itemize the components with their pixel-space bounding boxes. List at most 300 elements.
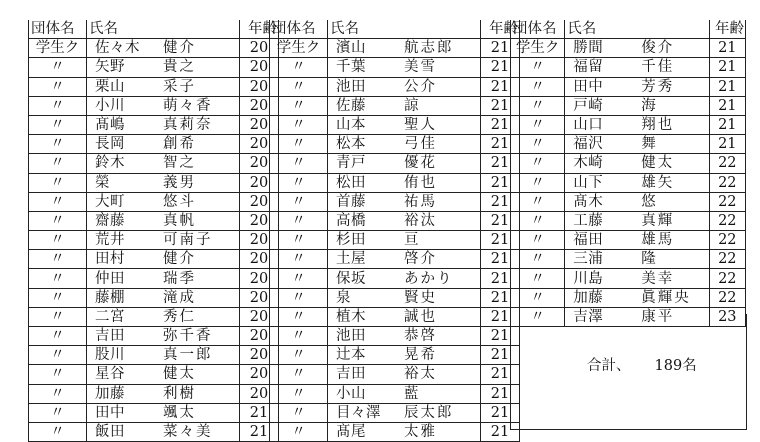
surname: 目々澤	[336, 404, 381, 421]
age-cell: 20	[240, 346, 279, 365]
age-cell: 20	[240, 327, 279, 346]
table-row	[270, 39, 520, 58]
name-cell	[87, 115, 240, 134]
surname: 佐々木	[95, 40, 140, 57]
surname: 池田	[336, 328, 366, 345]
name-cell	[328, 96, 481, 115]
group-cell: 〃	[29, 96, 87, 115]
surname: 首藤	[336, 193, 366, 210]
group-cell: 〃	[29, 231, 87, 250]
surname: 吉田	[336, 366, 366, 383]
header-age: 年齢	[240, 20, 279, 39]
age-cell: 20	[240, 115, 279, 134]
group-cell: 〃	[29, 211, 87, 230]
given-name: 翔也	[641, 117, 675, 134]
given-name: 隆	[641, 251, 658, 268]
group-cell: 学生ク	[511, 39, 565, 58]
surname: 山口	[573, 117, 604, 134]
surname: 辻本	[336, 347, 366, 364]
table-row	[270, 422, 520, 441]
given-name: 芳秀	[641, 78, 675, 95]
total-box	[510, 314, 747, 430]
age-cell: 22	[709, 250, 745, 269]
age-cell: 21	[240, 422, 279, 441]
table-row	[29, 307, 279, 326]
table-row	[270, 96, 520, 115]
surname: 池田	[336, 78, 366, 95]
table-row	[29, 269, 279, 288]
table-row	[29, 211, 279, 230]
given-name: 弥千香	[163, 328, 213, 345]
surname: 荒井	[95, 232, 125, 249]
age-cell: 20	[240, 77, 279, 96]
given-name: 真帆	[163, 212, 196, 229]
name-cell	[565, 192, 709, 211]
given-name: あかり	[404, 270, 454, 287]
age-cell: 20	[240, 269, 279, 288]
surname: 長岡	[95, 136, 125, 153]
given-name: 弓佳	[404, 136, 437, 153]
given-name: 雄矢	[641, 174, 675, 191]
group-cell: 〃	[511, 58, 565, 77]
given-name: 貴之	[163, 59, 196, 76]
table-row	[29, 403, 279, 422]
group-cell: 〃	[270, 327, 328, 346]
group-cell: 〃	[29, 365, 87, 384]
table-row	[270, 154, 520, 173]
name-cell	[328, 365, 481, 384]
given-name: 賢史	[404, 289, 437, 306]
surname: 千葉	[336, 59, 366, 76]
surname: 星谷	[95, 366, 125, 383]
group-cell: 〃	[29, 346, 87, 365]
group-cell: 学生ク	[29, 39, 87, 58]
name-cell	[87, 39, 240, 58]
group-cell: 〃	[511, 135, 565, 154]
age-cell: 22	[709, 154, 745, 173]
given-name: 健太	[163, 366, 196, 383]
total-count: 189名	[654, 358, 697, 374]
name-cell	[328, 327, 481, 346]
surname: 植木	[336, 308, 366, 325]
table-row	[270, 115, 520, 134]
group-cell: 〃	[511, 288, 565, 307]
name-cell	[87, 154, 240, 173]
surname: 栗山	[95, 78, 125, 95]
roster-sheet	[28, 20, 746, 441]
age-cell: 21	[481, 250, 520, 269]
age-cell: 20	[240, 135, 279, 154]
age-cell: 22	[709, 288, 745, 307]
table-row	[270, 173, 520, 192]
surname: 土屋	[336, 251, 366, 268]
group-cell: 〃	[270, 58, 328, 77]
group-cell: 〃	[511, 307, 565, 326]
table-row	[29, 115, 279, 134]
given-name: 啓介	[404, 251, 437, 268]
name-cell	[565, 211, 709, 230]
age-cell: 21	[481, 173, 520, 192]
name-cell	[565, 96, 709, 115]
name-cell	[328, 173, 481, 192]
surname: 田村	[95, 251, 125, 268]
given-name: 悠斗	[163, 193, 196, 210]
given-name: 太雅	[404, 424, 437, 441]
table-row	[511, 250, 746, 269]
group-cell: 〃	[511, 250, 565, 269]
given-name: 悠	[641, 193, 658, 210]
group-cell: 〃	[29, 173, 87, 192]
table-row	[270, 288, 520, 307]
table-row	[270, 403, 520, 422]
name-cell	[328, 58, 481, 77]
name-cell	[328, 135, 481, 154]
name-cell	[565, 115, 709, 134]
table-row	[270, 269, 520, 288]
group-cell: 〃	[29, 403, 87, 422]
age-cell: 22	[709, 211, 745, 230]
age-cell: 20	[240, 58, 279, 77]
surname: 小川	[95, 97, 125, 114]
roster-column-3	[510, 20, 746, 327]
surname: 佐藤	[336, 97, 366, 114]
table-row	[270, 135, 520, 154]
given-name: 裕汰	[404, 212, 437, 229]
given-name: 真莉奈	[163, 117, 213, 134]
given-name: 諒	[404, 97, 421, 114]
table-row	[511, 154, 746, 173]
age-cell: 21	[481, 384, 520, 403]
name-cell	[565, 250, 709, 269]
table-row	[29, 154, 279, 173]
age-cell: 20	[240, 231, 279, 250]
group-cell: 〃	[29, 154, 87, 173]
surname: 木崎	[573, 155, 604, 172]
surname: 三浦	[573, 251, 604, 268]
name-cell	[565, 231, 709, 250]
header-row	[29, 20, 279, 39]
name-cell	[328, 115, 481, 134]
name-cell	[87, 346, 240, 365]
age-cell: 21	[481, 422, 520, 441]
age-cell: 21	[481, 269, 520, 288]
table-row	[270, 250, 520, 269]
surname: 髙嶋	[95, 117, 125, 134]
age-cell: 20	[240, 154, 279, 173]
header-group: 団体名	[29, 20, 87, 39]
age-cell: 21	[481, 211, 520, 230]
name-cell	[565, 39, 709, 58]
name-cell	[87, 58, 240, 77]
table-row	[511, 39, 746, 58]
surname: 泉	[336, 289, 351, 306]
table-row	[511, 58, 746, 77]
group-cell: 〃	[29, 269, 87, 288]
given-name: 真一郎	[163, 347, 213, 364]
name-cell	[328, 422, 481, 441]
header-group: 団体名	[270, 20, 328, 39]
table-row	[511, 115, 746, 134]
surname: 仲田	[95, 270, 125, 287]
group-cell: 〃	[511, 231, 565, 250]
age-cell: 21	[481, 154, 520, 173]
table-row	[29, 96, 279, 115]
given-name: 舞	[641, 136, 658, 153]
name-cell	[87, 231, 240, 250]
group-cell: 〃	[270, 154, 328, 173]
name-cell	[328, 346, 481, 365]
group-cell: 〃	[270, 346, 328, 365]
age-cell: 20	[240, 250, 279, 269]
table-row	[511, 288, 746, 307]
age-cell: 20	[240, 211, 279, 230]
surname: 山下	[573, 174, 604, 191]
name-cell	[87, 307, 240, 326]
table-row	[29, 327, 279, 346]
table-row	[511, 96, 746, 115]
age-cell: 21	[481, 96, 520, 115]
name-cell	[328, 192, 481, 211]
name-cell	[328, 154, 481, 173]
table-row	[511, 192, 746, 211]
table-row	[511, 77, 746, 96]
roster-column-2	[269, 20, 520, 442]
given-name: 菜々美	[163, 424, 213, 441]
given-name: 真輝	[641, 212, 675, 229]
name-cell	[328, 231, 481, 250]
given-name: 滝成	[163, 289, 196, 306]
header-row	[270, 20, 520, 39]
surname: 戸崎	[573, 97, 604, 114]
age-cell: 21	[709, 77, 745, 96]
name-cell	[87, 250, 240, 269]
surname: 杉田	[336, 232, 366, 249]
given-name: 航志郎	[404, 40, 454, 57]
name-cell	[87, 422, 240, 441]
name-cell	[565, 58, 709, 77]
given-name: 祐馬	[404, 193, 437, 210]
given-name: 千佳	[641, 59, 675, 76]
age-cell: 21	[481, 192, 520, 211]
surname: 加藤	[573, 289, 604, 306]
table-row	[29, 365, 279, 384]
surname: 二宮	[95, 308, 125, 325]
table-row	[270, 77, 520, 96]
group-cell: 〃	[270, 96, 328, 115]
given-name: 健介	[163, 40, 196, 57]
header-row	[511, 20, 746, 39]
group-cell: 〃	[270, 250, 328, 269]
surname: 川島	[573, 270, 604, 287]
name-cell	[87, 96, 240, 115]
header-name: 氏名	[565, 20, 709, 39]
group-cell: 〃	[29, 192, 87, 211]
name-cell	[87, 77, 240, 96]
group-cell: 〃	[511, 77, 565, 96]
surname: 加藤	[95, 385, 125, 402]
given-name: 萌々香	[163, 97, 213, 114]
age-cell: 21	[481, 365, 520, 384]
given-name: 采子	[163, 78, 196, 95]
group-cell: 〃	[270, 192, 328, 211]
age-cell: 21	[481, 231, 520, 250]
age-cell: 23	[709, 307, 745, 326]
given-name: 義男	[163, 174, 196, 191]
surname: 濱山	[336, 40, 366, 57]
given-name: 優花	[404, 155, 437, 172]
name-cell	[87, 327, 240, 346]
group-cell: 〃	[270, 307, 328, 326]
roster-column-1	[28, 20, 279, 442]
age-cell: 21	[481, 346, 520, 365]
surname: 矢野	[95, 59, 125, 76]
table-row	[29, 173, 279, 192]
group-cell: 〃	[511, 115, 565, 134]
group-cell: 〃	[270, 269, 328, 288]
given-name: 雄馬	[641, 232, 675, 249]
table-row	[29, 77, 279, 96]
table-row	[511, 135, 746, 154]
group-cell: 〃	[270, 135, 328, 154]
name-cell	[87, 269, 240, 288]
surname: 青戸	[336, 155, 366, 172]
table-row	[511, 173, 746, 192]
surname: 小山	[336, 385, 366, 402]
table-row	[270, 365, 520, 384]
table-row	[29, 231, 279, 250]
age-cell: 20	[240, 39, 279, 58]
given-name: 誠也	[404, 308, 437, 325]
surname: 大町	[95, 193, 125, 210]
group-cell: 〃	[270, 365, 328, 384]
age-cell: 20	[240, 173, 279, 192]
given-name: 俊介	[641, 40, 675, 57]
group-cell: 〃	[29, 115, 87, 134]
surname: 齋藤	[95, 212, 125, 229]
group-cell: 〃	[29, 327, 87, 346]
group-cell: 〃	[270, 384, 328, 403]
age-cell: 20	[240, 96, 279, 115]
table-row	[511, 231, 746, 250]
table-row	[270, 231, 520, 250]
header-name: 氏名	[87, 20, 240, 39]
table-row	[270, 346, 520, 365]
table-row	[29, 58, 279, 77]
age-cell: 20	[240, 384, 279, 403]
name-cell	[87, 173, 240, 192]
name-cell	[87, 288, 240, 307]
surname: 股川	[95, 347, 125, 364]
group-cell: 学生ク	[270, 39, 328, 58]
header-age: 年齢	[709, 20, 745, 39]
age-cell: 21	[709, 115, 745, 134]
surname: 福沢	[573, 136, 604, 153]
given-name: 聖人	[404, 117, 437, 134]
table-row	[29, 384, 279, 403]
header-name: 氏名	[328, 20, 481, 39]
given-name: 公介	[404, 78, 437, 95]
group-cell: 〃	[511, 173, 565, 192]
name-cell	[87, 211, 240, 230]
group-cell: 〃	[29, 307, 87, 326]
given-name: 創希	[163, 136, 196, 153]
age-cell: 21	[481, 115, 520, 134]
group-cell: 〃	[511, 192, 565, 211]
surname: 高橋	[336, 212, 366, 229]
given-name: 秀仁	[163, 308, 196, 325]
age-cell: 20	[240, 307, 279, 326]
name-cell	[328, 288, 481, 307]
age-cell: 22	[709, 231, 745, 250]
name-cell	[565, 269, 709, 288]
surname: 福留	[573, 59, 604, 76]
group-cell: 〃	[29, 135, 87, 154]
given-name: 颯太	[163, 404, 196, 421]
age-cell: 20	[240, 192, 279, 211]
table-row	[270, 192, 520, 211]
group-cell: 〃	[270, 77, 328, 96]
group-cell: 〃	[29, 77, 87, 96]
age-cell: 20	[240, 288, 279, 307]
group-cell: 〃	[270, 422, 328, 441]
group-cell: 〃	[270, 211, 328, 230]
surname: 田中	[95, 404, 125, 421]
surname: 髙木	[573, 193, 604, 210]
name-cell	[87, 192, 240, 211]
surname: 山本	[336, 117, 366, 134]
table-row	[29, 288, 279, 307]
table-row	[511, 269, 746, 288]
group-cell: 〃	[511, 154, 565, 173]
table-row	[270, 327, 520, 346]
given-name: 利樹	[163, 385, 196, 402]
given-name: 美幸	[641, 270, 675, 287]
given-name: 侑也	[404, 174, 437, 191]
table-row	[29, 250, 279, 269]
surname: 髙尾	[336, 424, 366, 441]
table-row	[270, 211, 520, 230]
surname: 吉田	[95, 328, 125, 345]
given-name: 可南子	[163, 232, 213, 249]
header-group: 団体名	[511, 20, 565, 39]
given-name: 藍	[404, 385, 421, 402]
age-cell: 21	[481, 77, 520, 96]
name-cell	[328, 384, 481, 403]
group-cell: 〃	[29, 58, 87, 77]
group-cell: 〃	[29, 288, 87, 307]
table-row	[270, 307, 520, 326]
given-name: 亘	[404, 232, 421, 249]
name-cell	[565, 135, 709, 154]
group-cell: 〃	[270, 173, 328, 192]
surname: 鈴木	[95, 155, 125, 172]
age-cell: 21	[709, 135, 745, 154]
group-cell: 〃	[270, 403, 328, 422]
surname: 飯田	[95, 424, 125, 441]
given-name: 恭啓	[404, 328, 437, 345]
group-cell: 〃	[270, 288, 328, 307]
name-cell	[328, 250, 481, 269]
name-cell	[87, 384, 240, 403]
given-name: 健太	[641, 155, 675, 172]
surname: 保坂	[336, 270, 366, 287]
name-cell	[328, 39, 481, 58]
table-row	[29, 346, 279, 365]
name-cell	[565, 77, 709, 96]
given-name: 晃希	[404, 347, 437, 364]
header-age: 年齢	[481, 20, 520, 39]
given-name: 眞輝央	[641, 289, 691, 306]
